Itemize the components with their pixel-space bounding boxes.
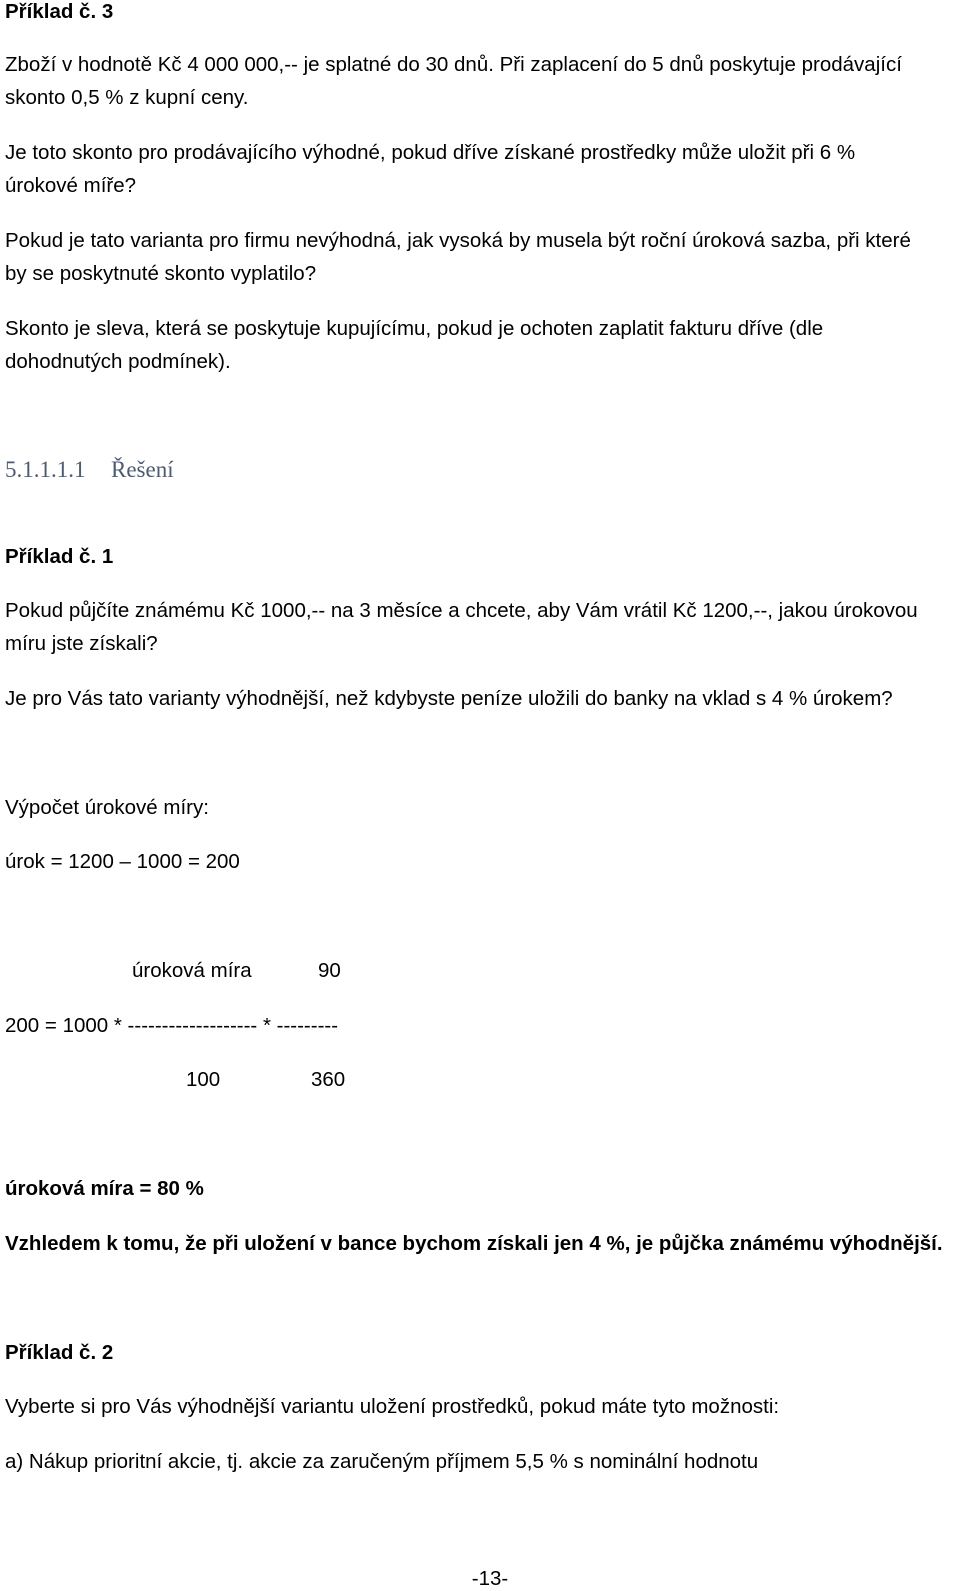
example-3-question-line: by se poskytnuté skonto vyplatilo? (5, 262, 317, 285)
example-3-question-line: Pokud je tato varianta pro firmu nevýhodná, jak vysoká by musela být roční úroková sazba, při které (5, 229, 911, 252)
example-1-text-line: Pokud půjčíte známému Kč 1000,-- na 3 měsíce a chcete, aby Vám vrátil Kč 1200,--, jakou úrokovou (5, 599, 918, 622)
skonto-definition-line: dohodnutých podmínek). (5, 350, 231, 373)
example-1-text-line: míru jste získali? (5, 632, 158, 655)
example-2-text: Vyberte si pro Vás výhodnější variantu uložení prostředků, pokud máte tyto možnosti: (5, 1395, 780, 1418)
rate-result: úroková míra = 80 % (5, 1177, 204, 1200)
example-3-question-line: Je toto skonto pro prodávajícího výhodné, pokud dříve získané prostředky může uložit při 6 % (5, 141, 856, 164)
example-3-title: Příklad č. 3 (5, 0, 114, 23)
example-3-question-line: úrokové míře? (5, 174, 137, 197)
skonto-definition-line: Skonto je sleva, která se poskytuje kupujícímu, pokud je ochoten zaplatit fakturu dříve (dle (5, 317, 824, 340)
fraction-numerator-rate: úroková míra (132, 959, 252, 982)
conclusion: Vzhledem k tomu, že při uložení v bance bychom získali jen 4 %, je půjčka známému výhodnější. (5, 1232, 943, 1255)
fraction-numerator-days: 90 (318, 959, 341, 982)
section-number: 5.1.1.1.1 (5, 457, 86, 482)
example-1-title: Příklad č. 1 (5, 545, 114, 568)
example-1-question: Je pro Vás tato varianty výhodnější, než kdybyste peníze uložili do banky na vklad s 4 % úrokem? (5, 687, 893, 710)
fraction-denominator-100: 100 (186, 1068, 221, 1091)
page-number: -13- (471, 1566, 509, 1590)
example-2-title: Příklad č. 2 (5, 1341, 114, 1364)
rate-equation: 200 = 1000 * ------------------- * --------- (5, 1014, 339, 1037)
example-2-option-a: a) Nákup prioritní akcie, tj. akcie za zaručeným příjmem 5,5 % s nominální hodnotu (5, 1450, 759, 1473)
example-3-text-line: Zboží v hodnotě Kč 4 000 000,-- je splatné do 30 dnů. Při zaplacení do 5 dnů poskytuje prodávající (5, 53, 902, 76)
example-3-text-line: skonto 0,5 % z kupní ceny. (5, 86, 249, 109)
section-heading (5, 456, 174, 484)
fraction-denominator-360: 360 (311, 1068, 346, 1091)
section-title: Řešení (111, 457, 174, 482)
interest-calculation: úrok = 1200 – 1000 = 200 (5, 850, 240, 873)
calculation-title: Výpočet úrokové míry: (5, 796, 209, 819)
